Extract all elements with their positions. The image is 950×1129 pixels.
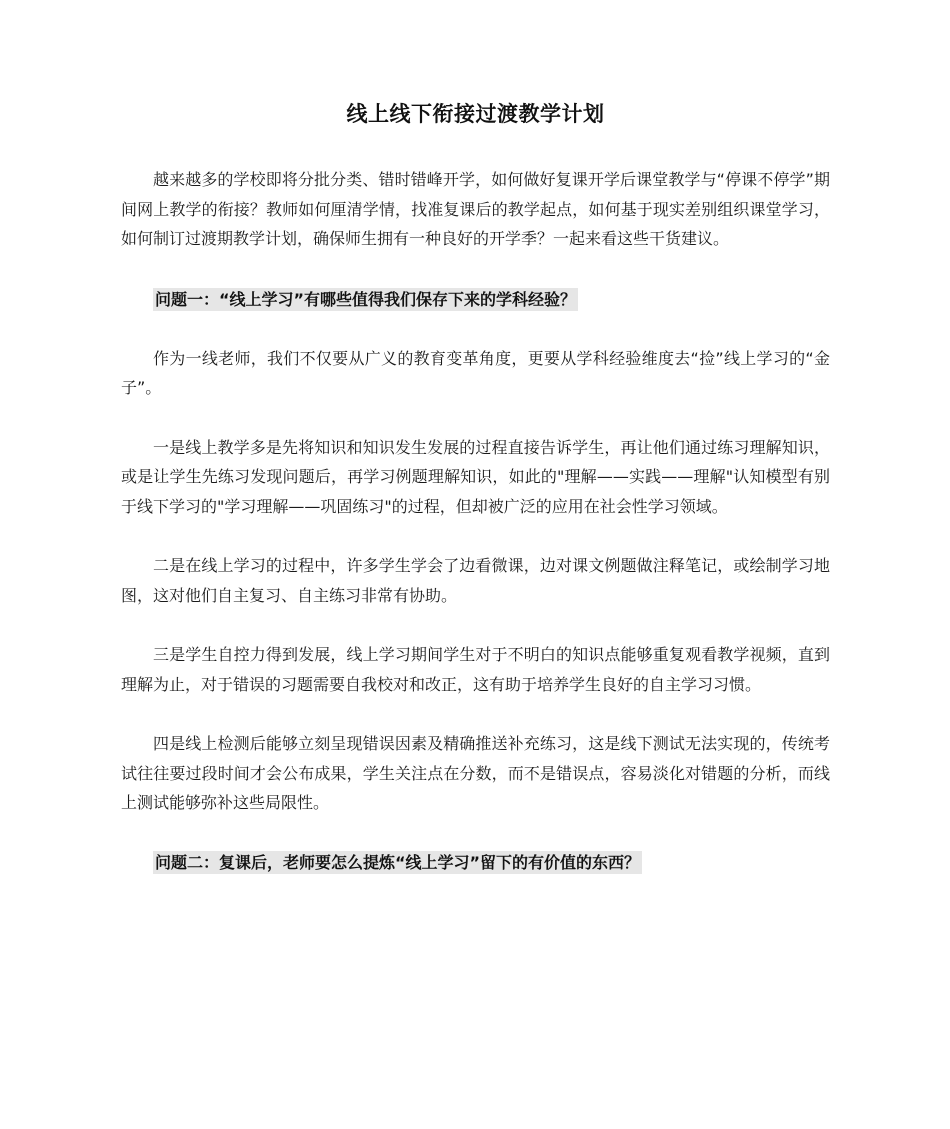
question-two-text: 问题二：复课后，老师要怎么提炼“线上学习”留下的有价值的东西？ — [155, 852, 641, 872]
question-two-heading — [121, 848, 830, 877]
answer-one-intro-paragraph: 作为一线老师，我们不仅要从广义的教育变革角度，更要从学科经验维度去“捡”线上学习的“金子”。 — [121, 348, 830, 397]
point-two-paragraph: 二是在线上学习的过程中，许多学生学会了边看微课，边对课文例题做注释笔记，或绘制学习地图，这对他们自主复习、自主练习非常有协助。 — [121, 556, 830, 605]
point-three-paragraph: 三是学生自控力得到发展，线上学习期间学生对于不明白的知识点能够重复观看教学视频，直到理解为止，对于错误的习题需要自我校对和改正，这有助于培养学生良好的自主学习习惯。 — [121, 645, 830, 694]
document-title: 线上线下衔接过渡教学计划 — [346, 102, 605, 126]
question-one-heading — [121, 285, 830, 314]
point-four-paragraph: 四是线上检测后能够立刻呈现错误因素及精确推送补充练习，这是线下测试无法实现的，传统考试往往要过段时间才会公布成果，学生关注点在分数，而不是错误点，容易淡化对错题的分析，而线上测试能够弥补这些局限性。 — [121, 734, 830, 812]
intro-paragraph: 越来越多的学校即将分批分类、错时错峰开学，如何做好复课开学后课堂教学与“停课不停学”期间网上教学的衔接？教师如何厘清学情，找准复课后的教学起点，如何基于现实差别组织课堂学习，如何制订过渡期教学计划，确保师生拥有一种良好的开学季？一起来看这些干货建议。 — [121, 170, 830, 248]
question-one-text: 问题一：“线上学习”有哪些值得我们保存下来的学科经验？ — [155, 289, 577, 309]
point-one-paragraph: 一是线上教学多是先将知识和知识发生发展的过程直接告诉学生，再让他们通过练习理解知识，或是让学生先练习发现问题后，再学习例题理解知识，如此的"理解——实践——理解"认知模型有别于线下学习的"学习理解——巩固练习"的过程，但却被广泛的应用在社会性学习领域。 — [121, 437, 830, 516]
